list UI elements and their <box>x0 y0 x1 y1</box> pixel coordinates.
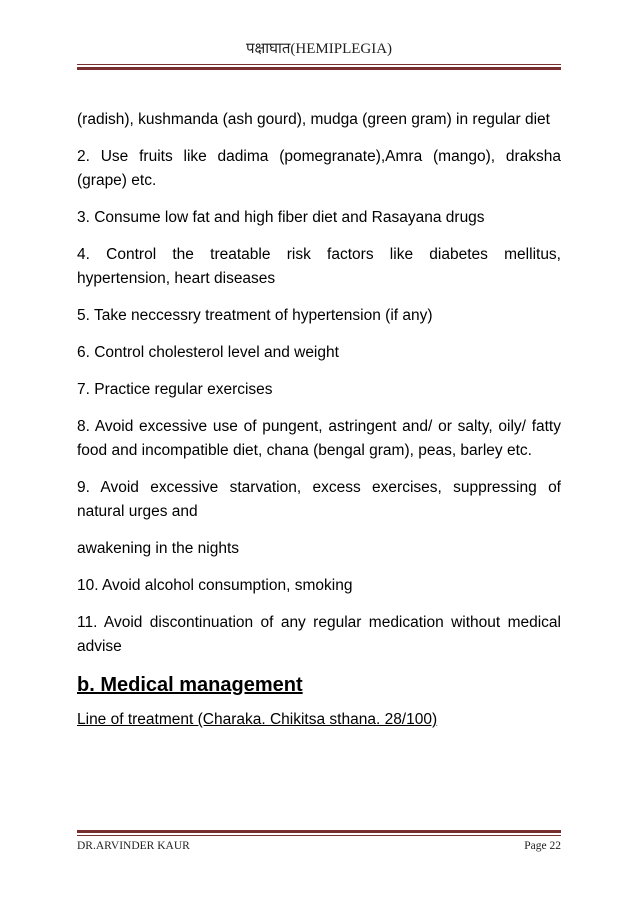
paragraph-12: 11. Avoid discontinuation of any regular medication without medical advise <box>77 614 561 655</box>
footer-rule-thick <box>77 830 561 833</box>
footer-rule-thin <box>77 835 561 836</box>
header-rule-thick <box>77 67 561 70</box>
paragraph-1: (radish), kushmanda (ash gourd), mudga (green gram) in regular diet <box>77 111 550 128</box>
paragraph-10: awakening in the nights <box>77 540 240 557</box>
section-heading: b. Medical management <box>77 674 303 696</box>
page-body <box>77 108 561 732</box>
paragraph-5: 5. Take neccessry treatment of hypertension (if any) <box>77 307 433 324</box>
paragraph-7: 7. Practice regular exercises <box>77 381 273 398</box>
footer-author: DR.ARVINDER KAUR <box>77 840 190 852</box>
paragraph-2: 2. Use fruits like dadima (pomegranate),Amra (mango), draksha (grape) etc. <box>77 148 561 189</box>
paragraph-8: 8. Avoid excessive use of pungent, astringent and/ or salty, oily/ fatty food and incompatible diet, chana (bengal gram), peas, barley etc. <box>77 418 561 459</box>
paragraph-3: 3. Consume low fat and high fiber diet and Rasayana drugs <box>77 209 485 226</box>
footer-page-number: Page 22 <box>524 840 561 852</box>
header-title: पक्षाघात(HEMIPLEGIA) <box>245 41 393 57</box>
paragraph-11: 10. Avoid alcohol consumption, smoking <box>77 577 353 594</box>
paragraph-4: 4. Control the treatable risk factors like diabetes mellitus, hypertension, heart diseases <box>77 246 561 287</box>
footer-bar <box>77 840 561 852</box>
section-subheading: Line of treatment (Charaka. Chikitsa sthana. 28/100) <box>77 711 438 728</box>
paragraph-6: 6. Control cholesterol level and weight <box>77 344 339 361</box>
paragraph-9: 9. Avoid excessive starvation, excess exercises, suppressing of natural urges and <box>77 479 561 520</box>
header-rule-thin <box>77 64 561 65</box>
